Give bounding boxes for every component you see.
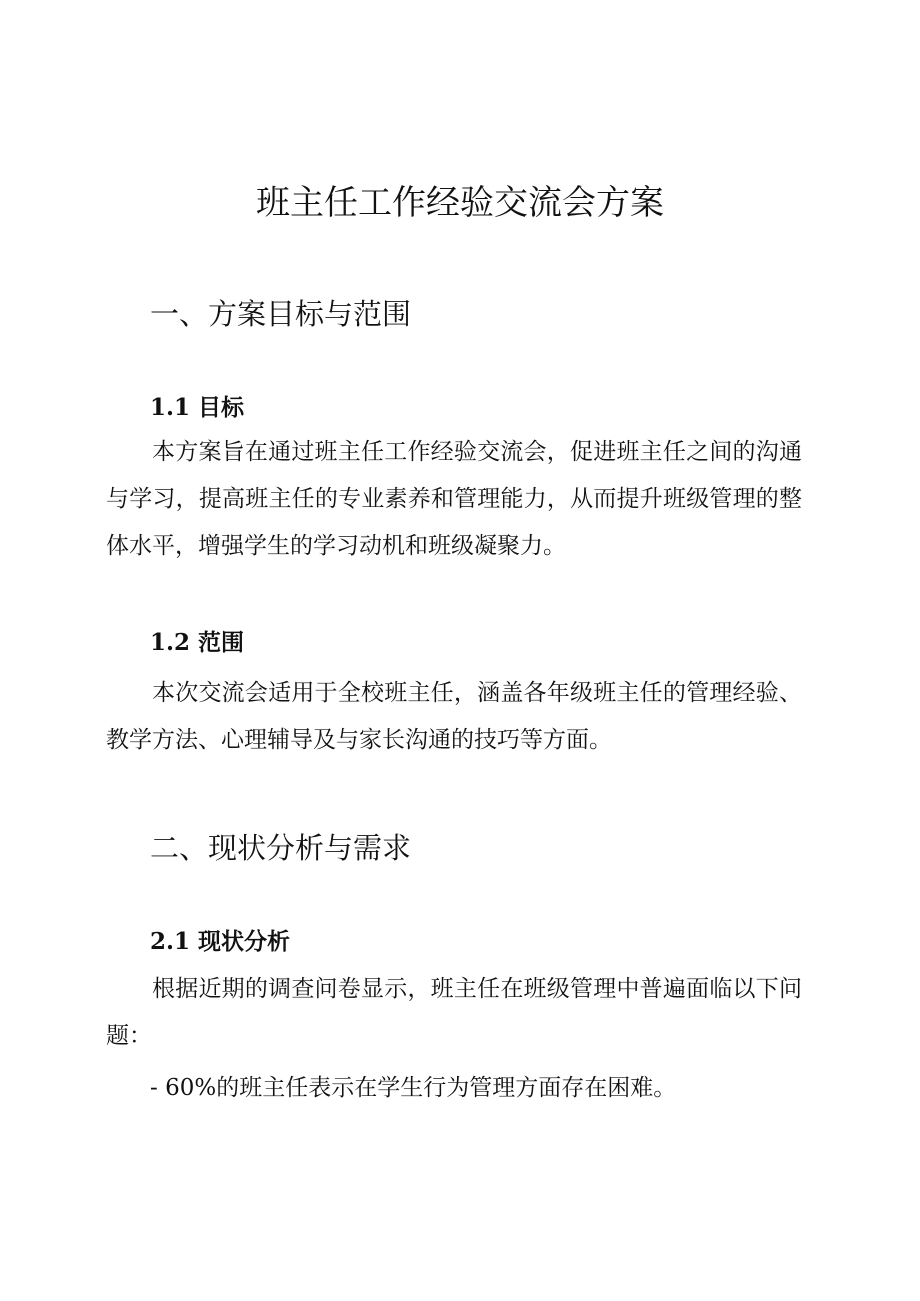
paragraph-1-2: 本次交流会适用于全校班主任，涵盖各年级班主任的管理经验、教学方法、心理辅导及与家长沟通的技巧等方面。 [106, 680, 802, 753]
paragraph-2-1: 根据近期的调查问卷显示，班主任在班级管理中普遍面临以下问题： [106, 976, 802, 1049]
section-heading-1: 一、方案目标与范围 [150, 297, 412, 331]
document-title: 班主任工作经验交流会方案 [256, 183, 664, 223]
subsection-heading-1-1: 1.1 目标 [150, 394, 245, 421]
paragraph-1-1: 本方案旨在通过班主任工作经验交流会，促进班主任之间的沟通与学习，提高班主任的专业素养和管理能力，从而提升班级管理的整体水平，增强学生的学习动机和班级凝聚力。 [106, 439, 802, 559]
bullet-item: - 60%的班主任表示在学生行为管理方面存在困难。 [150, 1075, 677, 1101]
subsection-heading-2-1: 2.1 现状分析 [150, 928, 291, 955]
section-heading-2: 二、现状分析与需求 [150, 831, 412, 865]
subsection-heading-1-2: 1.2 范围 [150, 629, 245, 656]
